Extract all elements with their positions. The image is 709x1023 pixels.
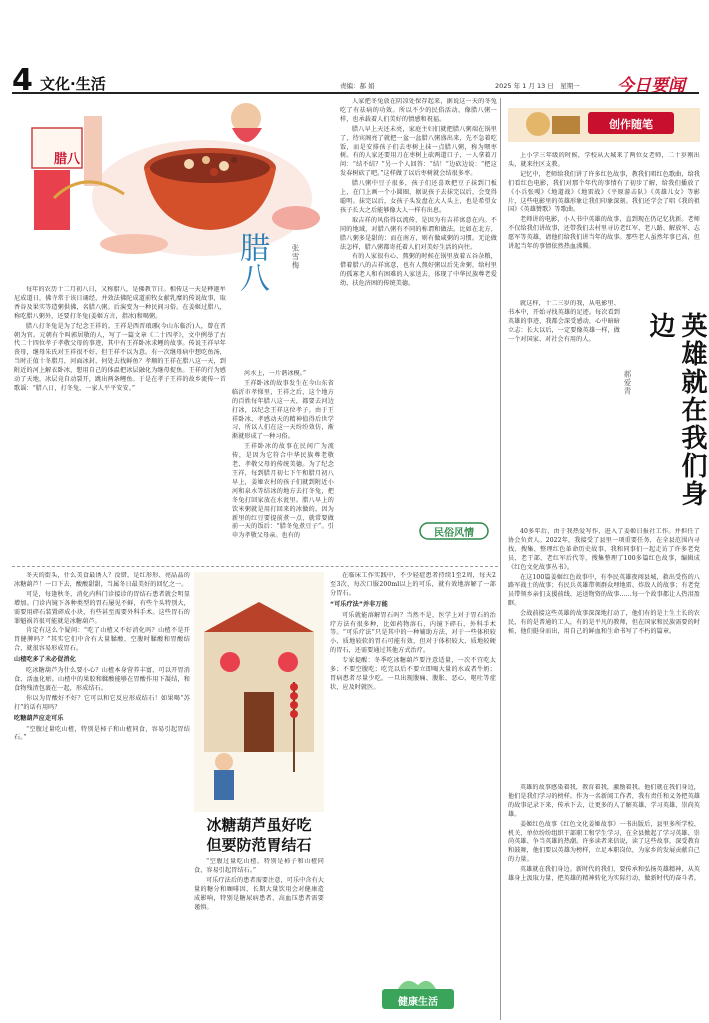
subhead: “可乐疗法”并非万能 (330, 600, 388, 608)
laba-porridge-illustration (14, 98, 334, 260)
paragraph: 姜姬红色故事《红色文化姜姬故事》一书出版后，县里多所学校、机关、单位纷纷组织干部职工和学生学习，在全县掀起了学习英雄、崇尚英雄、争当英雄的热潮。许多读者来信说，读了这些故事，深受教育和鼓舞，他们要以英雄为榜样，立足本职岗位，为家乡的发展贡献自己的力量。 (508, 820, 700, 864)
subhead: 山楂吃多了未必促消化 (14, 656, 76, 664)
laba-author: 张雪梅 (291, 244, 300, 270)
heroes-author: 郝爱青 (623, 370, 632, 396)
heroes-column-1b (508, 300, 620, 520)
paragraph: 就这样，十二三岁的我，从电影里、书本中，开始寻找英雄的足迹。每次看到英雄的事迹，我都会深受感动，心中暗暗立志：长大以后，一定要像英雄一样，做一个对国家、对社会有用的人。 (508, 300, 620, 343)
tanghulu-title (194, 815, 324, 855)
laba-column-2 (232, 370, 334, 561)
folk-label (418, 521, 490, 541)
tanghulu-column-2 (194, 858, 324, 1018)
illustration-caption: 腊八 (54, 152, 81, 167)
paragraph: 记忆中，老师给我们讲了许多红色故事，教我们唱红色歌曲，给我们看红色电影，我们对那个年代的事情有了初步了解，给我们播放了《小兵张嘎》《地道战》《地雷战》《平原游击队》《英雄儿女》等影片，这些电影里的英雄形象让我们印象深刻。我们还学会了唱《我的祖国》《英雄赞歌》等歌曲。 (508, 170, 700, 214)
creative-label: 创作随笔 (609, 118, 653, 131)
paragraph: 专家提醒：冬季吃冰糖葫芦要注意适量，一次不宜吃太多；不要空腹吃；吃完以后不要立即喝大量的水或者牛奶；胃病患者尽量少吃。一旦出现腹痛、腹胀、恶心、呕吐等症状，应及时就医。 (330, 657, 496, 691)
paragraph: 腊八粥中豆子很多，孩子们还喜欢把豆子抹到门板上，在门上画一个小圆圈，据说孩子去抹完以后，会变得聪明。抹完以后，女孩子头发盘在大人头上，也是希望女孩子长大之后能够像大人一样有出息。 (340, 180, 497, 214)
paragraph: 上小学三年级的时候，学校从大城来了两位女老师，二十岁刚出头，就来往区支教。 (508, 152, 700, 168)
health-label-text: 健康生活 (398, 997, 438, 1008)
paragraph: “空腹过量吃山楂，特别是柿子和山楂同食，容易引起胃结石。” (14, 725, 190, 742)
paragraph: 取吉祥的风俗得以流传，是因为有吉祥寓意在内。不同的地域，对腊八粥有不同的称谓和做法。比如在北方，腊八粥多是甜的；而在南方，则有做咸粥的习惯。无论做法怎样，腊八粥都寄托着人们对美好生活的向往。 (340, 216, 497, 251)
paragraph: 在这100篇姜姬红色故事中，有李民英雄夜闯县城，救出受伤的八路军战士的故事；有民兵英雄带领群众埋地雷、炸敌人的故事；有老党员带领乡亲们支援前线、运送物资的故事……每一个故事都让人热泪盈眶。 (508, 573, 700, 608)
laba-column-1 (14, 286, 226, 561)
laba-column-3 (340, 98, 497, 518)
tanghulu-illustration (194, 572, 324, 812)
editor-credit: 责编：郝 娟 (340, 82, 375, 90)
paragraph: 可乐就能溶解胃石吗？当然不是，医学上对于胃石的治疗方法有很多种，比如药物溶石、内镜下碎石、外科手术等。“可乐疗法”只是其中的一种辅助方法，对于一些体积较小、质地较软的胃石可能有效，但对于体积较大、质地较硬的胃石，还需要通过其他方式治疗。 (330, 611, 496, 655)
paragraph: 可乐疗法后的患者需要注意，可乐中含有大量的糖分和咖啡因，长期大量饮用会对健康造成影响，特别是糖尿病患者、高血压患者需要谨慎。 (194, 876, 324, 911)
title-line: 但要防范胃结石 (206, 836, 312, 854)
paragraph: 你以为胃酸好不好？它可以和它反应形成结石！如果喝“苏打”的话有用吗？ (14, 694, 190, 711)
paragraph: 冬天的街头，什么美食最诱人？没错，是红形形、亮晶晶的冰糖葫芦！一口下去，酸酸甜甜，当属冬日最美好的回忆之一。 (14, 572, 190, 588)
issue-date: 2025 年 1 月 13 日 星期一 (495, 82, 580, 90)
heroes-title: 英雄就在我们身边 (645, 312, 707, 508)
paragraph: 英雄就在我们身边。新时代的我们，要传承和弘扬英雄精神，从英雄身上汲取力量，把英雄的精神转化为实际行动，做新时代的奋斗者。 (508, 866, 700, 883)
laba-illustration (14, 98, 334, 260)
page-number: 4 (12, 63, 33, 98)
section-divider (12, 566, 498, 567)
heroes-column-1 (508, 152, 700, 292)
folk-label-text: 民俗风情 (434, 528, 474, 539)
header-rule (12, 92, 699, 94)
paragraph: “空腹过量吃山楂，特别是柿子和山楂同食，容易引起胃结石。” (194, 858, 324, 874)
paragraph: 腊八打冬兔是为了纪念王祥的。王祥是西晋琅琊(今山东临沂)人，曾在晋朝为官。元朝有个叫郭居敬的人，写了一篇文章《二十四孝》，文中例举了古代二十四位孝子孝敬父母的事迹，其中有王祥卧冰求鲤的故事。传说王祥早年丧母，继母朱氏对王祥很不好，但王祥不以为意。有一次继母病中想吃鱼汤，当时正值十冬腊月，河面冰封，何处去找鲜鱼？孝顺的王祥在腊八这一天，到附近的河上解衣卧冰，想用自己的体温把冰层融化为继母捉鱼。王祥的行为感动了天地，冰层竟自动裂开，跳出两条鲤鱼。于是在孝子王祥的故乡流传一首歌谣：“腊八日，打冬兔，一家人平平安安。” (14, 322, 226, 392)
paragraph: 王祥卧冰的故事发生在今山东省临沂市孝悌里，王祥之后，这个地方的百姓每年腊八这一天，都要去河边打冰，以纪念王祥这位孝子。由于王祥卧冰、孝感动天的精神值得后世学习，所以人们在这一天纷纷效仿，渐渐就形成了一种习俗。 (232, 379, 334, 441)
section-title: 文化·生活 (40, 75, 106, 93)
subhead: 吃糖葫芦应走可乐 (14, 714, 64, 722)
paragraph: 有的人家很有心，熬粥的时候在锅里放着五谷杂粮，借着腊八的吉祥寓意，也有人熬好粥以后先舍粥，给村里的孤寡老人和有困难的人家送去，体现了中华民族尊老爱幼、扶危济困的传统美德。 (340, 253, 497, 288)
creative-banner (508, 98, 700, 148)
paragraph: 在临床工作实践中，不少轻症患者持续1至2周，每天2至3次，每次口服200ml以上的可乐，就有效地溶解了一部分胃石。 (330, 572, 496, 597)
title-line: 冰糖葫芦虽好吃 (206, 816, 312, 834)
paragraph: 可是，每逢秋冬，消化内科门诊接诊的胃结石患者就会明显增加。门诊内镜下各种类型的胃石屡见不鲜，有些个头特别大，需要用碎石装置碎成小块，有些甚至需要外科手术。这些胃石的罪魁祸首很可能就是冰糖葫芦。 (14, 590, 190, 625)
paragraph: 会战前接这些英雄的故事深深地打动了，他们有的是土生土长的农民，有的是普通的工人，有的是平凡的教师，但在国家和民族需要的时候，他们挺身而出，用自己的鲜血和生命书写了不朽的篇章。 (508, 610, 700, 635)
paragraph: 40多年后，由于我热爱写作，进入了姜姬日报社工作。并担任了协会负责人。2022年，我接受了县里一项重要任务，在全县范围内寻找、搜集、整理红色革命历史故事，我和同事们一起走访了许多老党员、老干部、老红军后代等，搜集整理了100多篇红色故事，编辑成《红色文化故事丛书》。 (508, 528, 700, 571)
newspaper-brand: 今日要闻 (617, 76, 685, 96)
paragraph: 老师讲的电影，小人书中英雄的故事，直到现在仍记忆犹新。老师不仅给我们讲故事，还带我们去村里寻访老红军、老八路、解放军、志愿军等英雄，请他们给我们讲当年的故事。那些老人虽然年事已高，但讲起当年的事情依然热血沸腾。 (508, 216, 700, 251)
paragraph: 肯定有这么个疑问：“吃了山楂又不好消化吗？山楂不是开胃健脾吗？”其实它们中含有大量鞣酸，空腹时鞣酸和胃酸结合，就很容易形成胃石。 (14, 627, 190, 653)
paragraph: 腊八早上天还未亮，家庭主妇们就把腊八粥端在锅里了，待宾阁亮了就把一盆一盆腊八粥盛出来，先不急着吃饭，而是安排孩子们去枣树上抹一点腊八粥，称为喂枣树。有的人家还要用刀在枣树上砍两道口子，一人拿着刀问：“结不结？”另一个人回答：“结！”边砍边说：“把这发春树砍了吧。”这样做了以后枣树就会结很多枣。 (340, 125, 497, 178)
paragraph: 吃冰糖葫芦为什么要小心？山楂本身营养丰富，可以开胃消食、活血化瘀。山楂中的果胶和鞣酸能够在胃酸作用下凝结，和食物残渣包裹在一起，形成结石。 (14, 667, 190, 692)
paragraph: 每年的农历十二月初八日，又称腊八，是佛教节日。相传这一天是释迦牟尼成道日，佛寺常于该日诵经，并效法佛陀成道前牧女献乳糜的传说故事，取香谷及果实等造粥供佛，名腊八粥。后演变为一种民间习俗。在姜姬过腊八，称吃腊八粥外，还要打冬兔(姜姬方言，指冰)和喝粥。 (14, 286, 226, 320)
heroes-column-3 (508, 784, 700, 1020)
heroes-column-2 (508, 528, 700, 778)
column-divider (500, 98, 501, 1020)
tanghulu-column-1 (14, 572, 190, 1018)
laba-title: 腊八 (234, 232, 269, 292)
health-label (378, 975, 458, 1015)
paragraph: 人家把冬兔放在阴凉处保存起来，据说这一天的冬兔吃了有祛病的功效。所以不少的民俗活动，像腊八粥一样，也承载着人们美好的情感和祝福。 (340, 98, 497, 123)
paragraph: 英雄的故事感染着我，教育着我，激励着我。他们就在我们身边，他们是我们学习的榜样。作为一名新闻工作者，我有责任和义务把英雄的故事记录下来，传承下去，让更多的人了解英雄、学习英雄、崇尚英雄。 (508, 784, 700, 818)
winter-street-scene-illustration (194, 572, 324, 812)
tanghulu-column-3 (330, 572, 496, 967)
paragraph: 河水上，一片谐冰模。” (244, 370, 307, 377)
paragraph: 王祥卧冰的故事在民间广为流传，是因为它符合中华民族尊老敬老、孝敬父母的传统美德。为了纪念王祥，每到腊月初七下午和腊月初八早上，姜姬农村的孩子们就到附近小河和泉水等结冰的地方去打冬兔，把冬兔打回家放在水瓮里。腊八早上的饮米粥就是用打回来的冰做的。因为新里的红豆要提前煮一点，就常要做前一天的饭后：“腊冬兔煮豆子”。引申为孝敬父母亲。也有的 (232, 443, 334, 540)
